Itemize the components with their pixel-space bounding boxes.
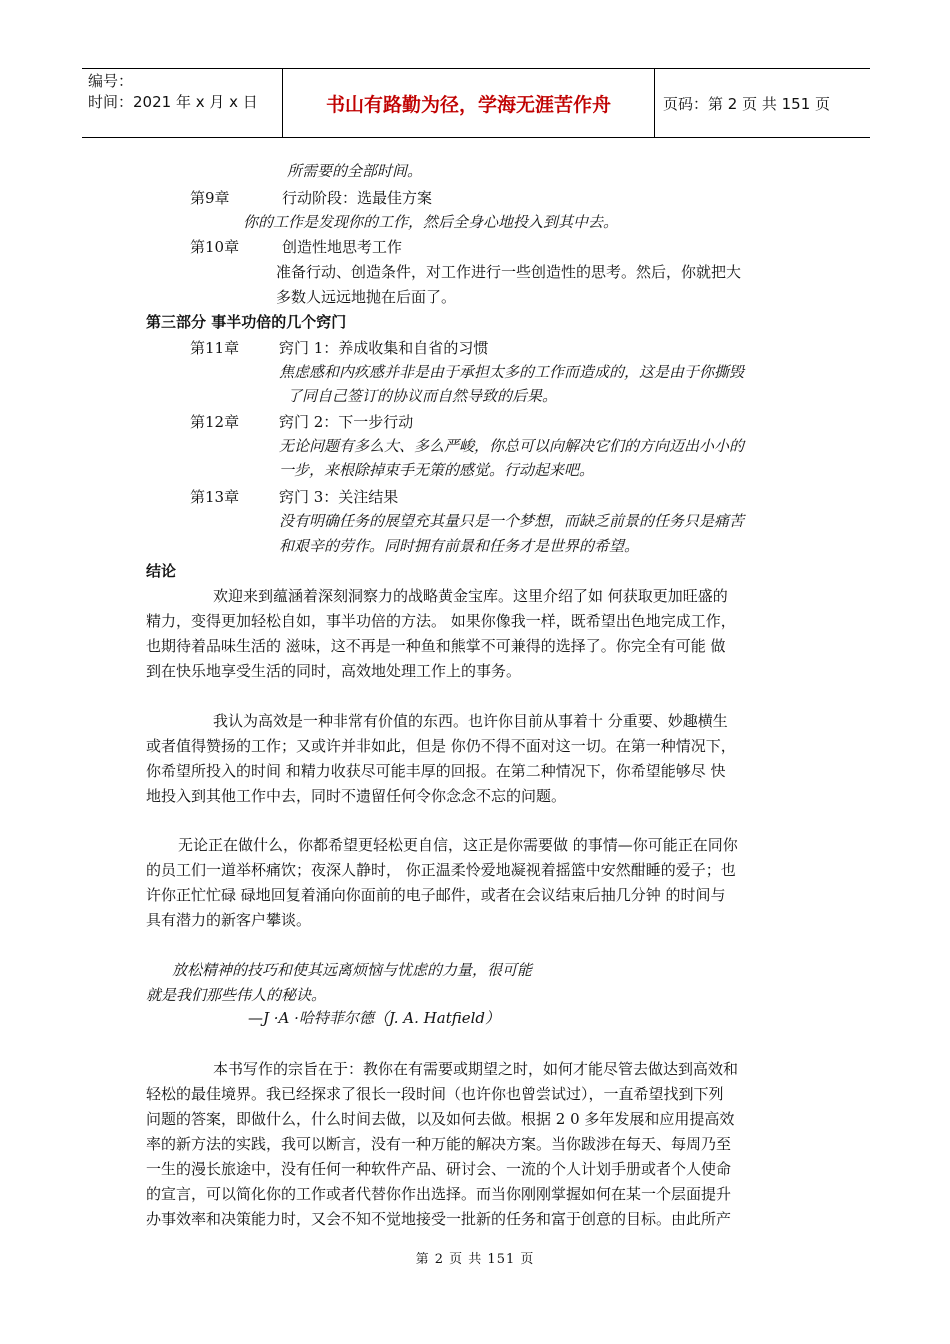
paragraph-2-line-1: 我认为高效是一种非常有价值的东西。也许你目前从事着十 分重要、妙趣横生	[213, 712, 728, 730]
paragraph-1-line-4: 到在快乐地享受生活的同时，高效地处理工作上的事务。	[146, 662, 522, 680]
page-header	[82, 68, 870, 138]
chapter-12-number: 第12章	[190, 413, 240, 431]
quote-line-1: 放松精神的技巧和使其远离烦恼与忧虑的力量，很可能	[172, 961, 533, 979]
chapter-13-number: 第13章	[190, 488, 240, 506]
paragraph-3-line-1: 无论正在做什么，你都希望更轻松更自信，这正是你需要做 的事情—你可能正在同你	[178, 836, 738, 854]
paragraph-3-line-2: 的员工们一道举杯痛饮；夜深人静时， 你正温柔怜爱地凝视着摇篮中安然酣睡的爱子；也	[146, 861, 736, 879]
paragraph-1-line-1: 欢迎来到蕴涵着深刻洞察力的战略黄金宝库。这里介绍了如 何获取更加旺盛的	[213, 587, 728, 605]
paragraph-4-line-1: 本书写作的宗旨在于：教你在有需要或期望之时，如何才能尽管去做达到高效和	[213, 1060, 739, 1078]
header-motto: 书山有路勤为径，学海无涯苦作舟	[283, 69, 655, 137]
header-page-number: 页码：第 2 页 共 151 页	[663, 94, 831, 113]
quote-attribution: —J ·A ·哈特菲尔德（J. A. Hatfield）	[248, 1009, 501, 1027]
paragraph-3-line-3: 许你正忙忙碌 碌地回复着涌向你面前的电子邮件，或者在会议结束后抽几分钟 的时间与	[146, 886, 726, 904]
paragraph-2-line-3: 你希望所投入的时间 和精力收获尽可能丰厚的回报。在第二种情况下，你希望能够尽 快	[146, 762, 726, 780]
chapter-10-number: 第10章	[190, 238, 240, 256]
header-meta	[82, 69, 283, 137]
chapter-13-desc-2: 和艰辛的劳作。同时拥有前景和任务才是世界的希望。	[279, 537, 640, 555]
chapter-11-number: 第11章	[190, 339, 240, 357]
paragraph-3-line-4: 具有潜力的新客户攀谈。	[146, 911, 312, 929]
chapter-12-desc-1: 无论问题有多么大、多么严峻，你总可以向解决它们的方向迈出小小的	[279, 437, 745, 455]
paragraph-1-line-3: 也期待着品味生活的 滋味，这不再是一种鱼和熊掌不可兼得的选择了。你完全有可能 做	[146, 637, 726, 655]
chapter-13-desc-1: 没有明确任务的展望充其量只是一个梦想，而缺乏前景的任务只是痛苦	[279, 512, 745, 530]
part-3-heading: 第三部分 事半功倍的几个窍门	[146, 313, 347, 331]
chapter-10-desc-1: 准备行动、创造条件，对工作进行一些创造性的思考。然后，你就把大	[276, 263, 742, 281]
paragraph-4-line-6: 的宣言，可以简化你的工作或者代替你作出选择。而当你刚刚掌握如何在某一个层面提升	[146, 1185, 732, 1203]
chapter-9-number: 第9章	[190, 189, 230, 207]
chapter-11-desc-2: 了同自己签订的协议而自然导致的后果。	[287, 387, 558, 405]
toc-continuation: 所需要的全部时间。	[287, 162, 423, 180]
conclusion-heading: 结论	[146, 562, 177, 580]
quote-line-2: 就是我们那些伟人的秘诀。	[146, 986, 327, 1004]
paragraph-4-line-5: 一生的漫长旅途中，没有任何一种软件产品、研讨会、一流的个人计划手册或者个人使命	[146, 1160, 732, 1178]
paragraph-1-line-2: 精力，变得更加轻松自如，事半功倍的方法。 如果你像我一样，既希望出色地完成工作，	[146, 612, 736, 630]
paragraph-4-line-2: 轻松的最佳境界。我已经探求了很长一段时间（也许你也曾尝试过），一直希望找到下列	[146, 1085, 724, 1103]
paragraph-4-line-3: 问题的答案，即做什么，什么时间去做，以及如何去做。根据 2 0 多年发展和应用提高效	[146, 1110, 735, 1128]
chapter-12-title: 窍门 2：下一步行动	[279, 413, 414, 431]
chapter-10-title: 创造性地思考工作	[282, 238, 403, 256]
document-date: 时间：2021 年 x 月 x 日	[88, 93, 258, 111]
chapter-13-title: 窍门 3：关注结果	[279, 488, 399, 506]
document-number: 编号：	[88, 72, 134, 90]
chapter-9-desc: 你的工作是发现你的工作，然后全身心地投入到其中去。	[243, 213, 619, 231]
chapter-11-desc-1: 焦虑感和内疚感并非是由于承担太多的工作而造成的，这是由于你撕毁	[279, 363, 745, 381]
paragraph-4-line-4: 率的新方法的实践，我可以断言，没有一种万能的解决方案。当你跋涉在每天、每周乃至	[146, 1135, 732, 1153]
chapter-11-title: 窍门 1：养成收集和自省的习惯	[279, 339, 489, 357]
chapter-9-title: 行动阶段：选最佳方案	[282, 189, 433, 207]
chapter-12-desc-2: 一步，来根除掉束手无策的感觉。行动起来吧。	[279, 461, 595, 479]
paragraph-2-line-4: 地投入到其他工作中去，同时不遗留任何令你念念不忘的问题。	[146, 787, 567, 805]
chapter-10-desc-2: 多数人远远地抛在后面了。	[276, 288, 457, 306]
page-footer: 第 2 页 共 151 页	[415, 1252, 535, 1267]
paragraph-2-line-2: 或者值得赞扬的工作；又或许并非如此，但是 你仍不得不面对这一切。在第一种情况下，	[146, 737, 736, 755]
paragraph-4-line-7: 办事效率和决策能力时，又会不知不觉地接受一批新的任务和富于创意的目标。由此所产	[146, 1210, 732, 1228]
